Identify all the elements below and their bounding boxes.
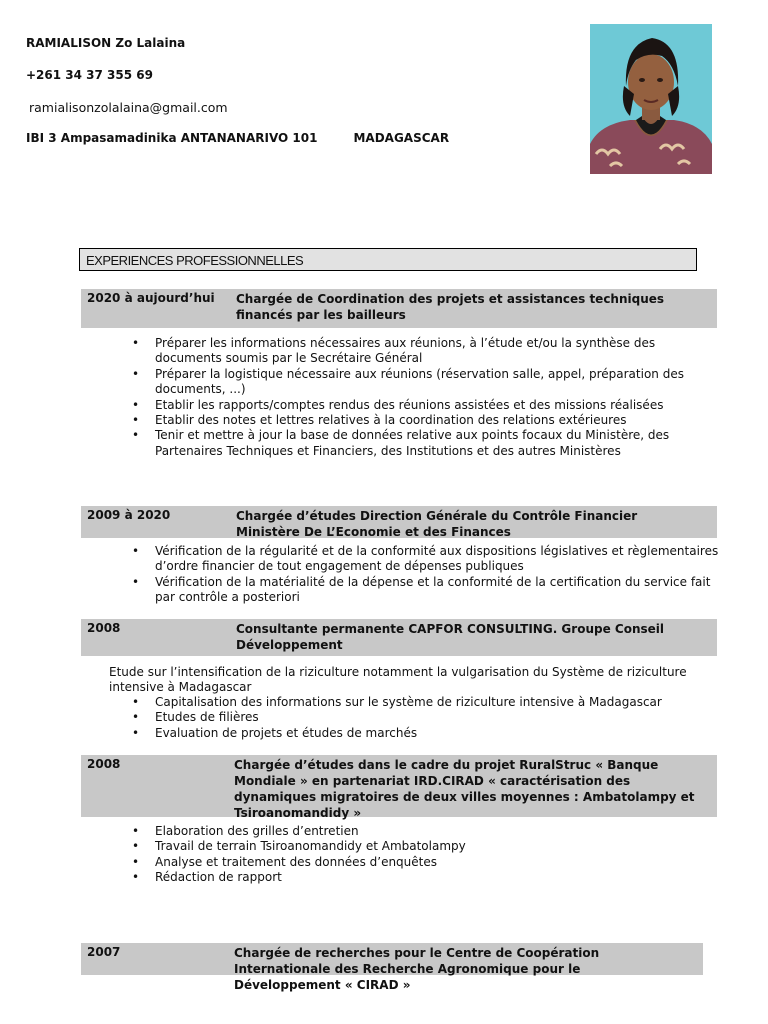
list-item: • Vérification de la matérialité de la dépense et la conformité de la certification du service fait par contrôle a posteriori	[81, 575, 721, 606]
list-item: • Préparer la logistique nécessaire aux réunions (réservation salle, appel, préparation des documents, ...)	[81, 367, 721, 398]
contact-phone: +261 34 37 355 69	[26, 68, 153, 82]
contact-country: MADAGASCAR	[353, 131, 450, 145]
job-period: 2007	[87, 945, 121, 959]
list-item: • Tenir et mettre à jour la base de données relative aux points focaux du Ministère, des Partenaires Techniques et Financiers, des Institutions et des autres Ministères	[81, 428, 721, 459]
job-period: 2009 à 2020	[87, 508, 171, 522]
job-tasks-list	[81, 695, 721, 741]
job-tasks-list	[81, 824, 721, 886]
job-header	[81, 289, 717, 328]
job-title: Chargée de recherches pour le Centre de Coopération Internationale des Recherche Agronomique pour le Développement « CIRAD »	[234, 946, 600, 992]
list-item: • Etablir les rapports/comptes rendus des réunions assistées et des missions réalisées	[81, 398, 721, 413]
job-title: Consultante permanente CAPFOR CONSULTING. Groupe Conseil Développement	[236, 622, 664, 652]
list-item: • Capitalisation des informations sur le système de riziculture intensive à Madagascar	[81, 695, 721, 710]
list-item: • Rédaction de rapport	[81, 870, 721, 885]
list-item: • Préparer les informations nécessaires aux réunions, à l’étude et/ou la synthèse des documents soumis par le Secrétaire Général	[81, 336, 721, 367]
job-period: 2008	[87, 757, 121, 771]
section-title: EXPERIENCES PROFESSIONNELLES	[79, 248, 697, 271]
job-tasks-list	[81, 544, 721, 606]
job-title: Chargée d’études dans le cadre du projet RuralStruc « Banque Mondiale » en partenariat IRD.CIRAD « caractérisation des dynamiques migratoires de deux villes moyennes : Ambatolampy et Tsiroanomandidy »	[234, 758, 695, 820]
list-item: • Vérification de la régularité et de la conformité aux dispositions législatives et règlementaires d’ordre financier de tout engagement de dépenses publiques	[81, 544, 721, 575]
job-header	[81, 619, 717, 656]
job-header	[81, 506, 717, 538]
contact-address-line	[26, 131, 449, 145]
contact-address: IBI 3 Ampasamadinika ANTANANARIVO 101	[26, 131, 318, 145]
job-title: Chargée de Coordination des projets et assistances techniques financés par les bailleurs	[236, 292, 665, 322]
list-item: • Travail de terrain Tsiroanomandidy et Ambatolampy	[81, 839, 721, 854]
job-period: 2020 à aujourd’hui	[87, 291, 215, 305]
job-period: 2008	[87, 621, 121, 635]
job-tasks-list	[81, 336, 721, 459]
list-item: • Etablir des notes et lettres relatives à la coordination des relations extérieures	[81, 413, 721, 428]
job-header	[81, 755, 717, 820]
list-item: • Elaboration des grilles d’entretien	[81, 824, 721, 839]
contact-email: ramialisonzolalaina@gmail.com	[29, 100, 228, 115]
job-title: Chargée d’études Direction Générale du Contrôle Financier Ministère De L’Economie et des Finances	[236, 509, 638, 539]
list-item: • Etudes de filières	[81, 710, 721, 725]
job-intro: Etude sur l’intensification de la riziculture notamment la vulgarisation du Système de riziculture intensive à Madagascar	[109, 665, 687, 695]
job-header	[81, 943, 703, 992]
list-item: • Evaluation de projets et études de marchés	[81, 726, 721, 741]
list-item: • Analyse et traitement des données d’enquêtes	[81, 855, 721, 870]
profile-photo	[590, 24, 712, 174]
contact-name: RAMIALISON Zo Lalaina	[26, 36, 186, 50]
